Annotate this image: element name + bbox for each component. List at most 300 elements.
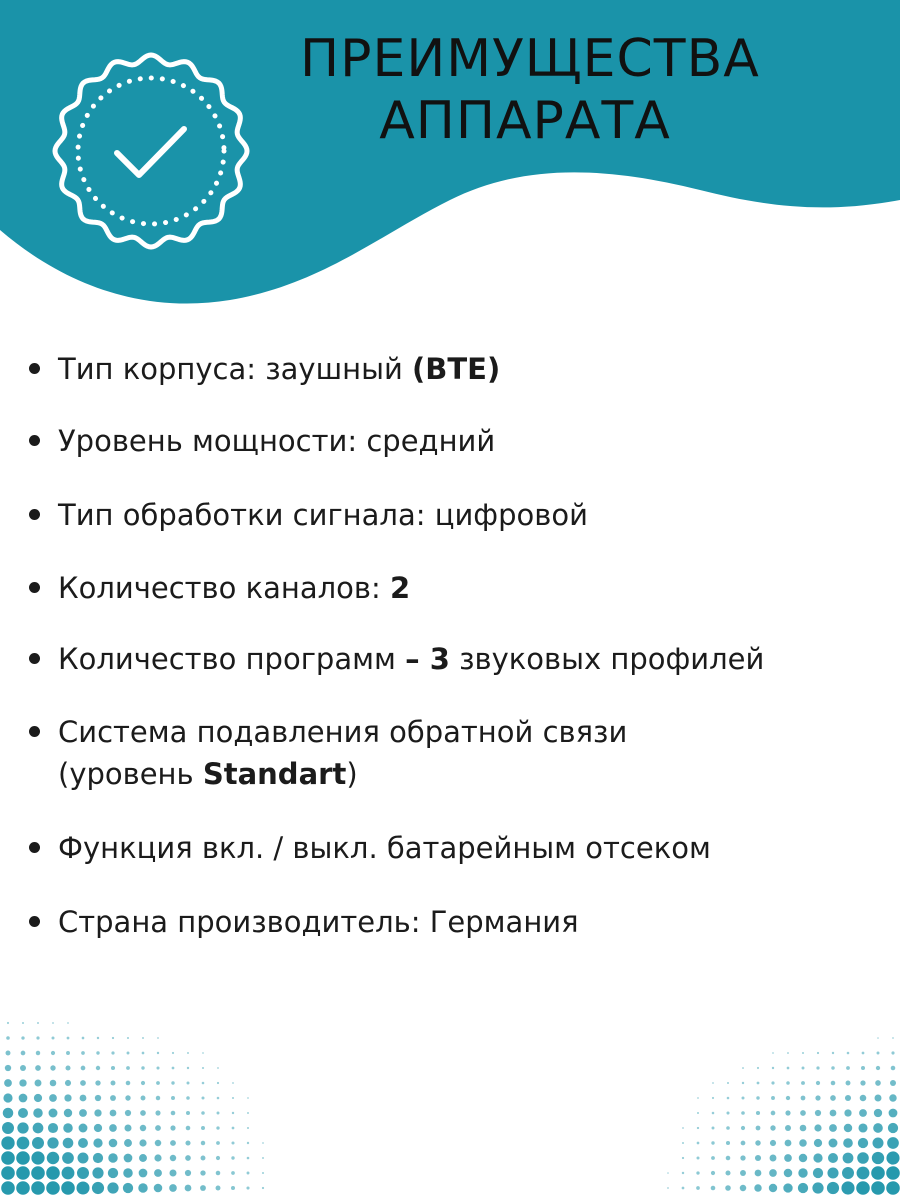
halftone-dot <box>31 1181 45 1195</box>
halftone-dot <box>827 1167 838 1178</box>
halftone-dot <box>891 1066 896 1071</box>
halftone-dot <box>832 1052 834 1054</box>
halftone-dot <box>858 1138 868 1148</box>
halftone-dot <box>185 1155 191 1161</box>
halftone-dot <box>33 1108 42 1117</box>
halftone-dot <box>798 1168 807 1177</box>
halftone-dot <box>126 1081 131 1086</box>
halftone-dot <box>62 1152 74 1164</box>
feature-tail: звуковых профилей <box>449 642 765 676</box>
halftone-dot <box>874 1109 882 1117</box>
feature-text: Система подавления обратной связи <box>58 715 628 749</box>
bullet-icon <box>29 916 40 927</box>
halftone-dot <box>185 1185 192 1192</box>
halftone-dot <box>216 1156 220 1160</box>
halftone-dot <box>742 1067 744 1069</box>
halftone-dot <box>786 1081 790 1085</box>
halftone-dot <box>262 1172 264 1174</box>
halftone-dot <box>107 1182 118 1193</box>
halftone-dot <box>155 1140 162 1147</box>
title-line-2: АППАРАТА <box>379 91 671 151</box>
halftone-dot <box>815 1095 820 1100</box>
bullet-icon <box>29 582 40 593</box>
halftone-dot <box>888 1123 898 1133</box>
halftone-dot <box>111 1051 114 1054</box>
halftone-dot <box>6 1051 11 1056</box>
halftone-dot <box>816 1066 819 1069</box>
halftone-dot <box>861 1066 865 1070</box>
halftone-dot <box>154 1169 162 1177</box>
halftone-dot <box>741 1096 744 1099</box>
halftone-dot <box>1 1136 14 1149</box>
halftone-dot <box>246 1186 249 1189</box>
halftone-dot <box>799 1139 807 1147</box>
halftone-dot <box>80 1080 86 1086</box>
halftone-dot <box>124 1154 133 1163</box>
halftone-dot <box>50 1065 55 1070</box>
halftone-dot <box>262 1187 264 1189</box>
halftone-dot <box>831 1081 836 1086</box>
halftone-dot <box>799 1154 807 1162</box>
halftone-dot <box>682 1172 684 1174</box>
halftone-dot <box>876 1066 880 1070</box>
feature-text: Тип обработки сигнала: цифровой <box>58 498 588 532</box>
halftone-dot <box>232 1127 235 1130</box>
halftone-dot <box>20 1065 26 1071</box>
halftone-dot <box>216 1126 219 1129</box>
halftone-dot <box>816 1081 820 1085</box>
halftone-dot <box>172 1052 174 1054</box>
halftone-dot <box>66 1051 70 1055</box>
halftone-dot <box>216 1186 221 1191</box>
halftone-dot <box>787 1067 790 1070</box>
halftone-dot <box>247 1097 249 1099</box>
halftone-dot <box>812 1182 823 1193</box>
halftone-dot <box>696 1186 700 1190</box>
halftone-dot <box>712 1082 714 1084</box>
halftone-dot <box>740 1155 745 1160</box>
halftone-dot <box>156 1081 160 1085</box>
feature-text: Уровень мощности: средний <box>58 424 496 458</box>
halftone-dot <box>887 1137 899 1149</box>
halftone-dot <box>156 1096 160 1100</box>
halftone-dot <box>769 1169 777 1177</box>
halftone-dot <box>201 1141 205 1145</box>
halftone-dot <box>755 1155 761 1161</box>
halftone-dot <box>829 1124 837 1132</box>
halftone-dot <box>682 1127 684 1129</box>
feature-text: Количество программ <box>58 642 406 676</box>
halftone-dot <box>18 1108 28 1118</box>
halftone-dot <box>756 1096 759 1099</box>
halftone-dot <box>741 1141 746 1146</box>
halftone-dot <box>67 1037 70 1040</box>
halftone-dot <box>827 1182 839 1194</box>
halftone-dot <box>846 1066 850 1070</box>
halftone-dot <box>97 1037 99 1039</box>
halftone-dot <box>169 1184 177 1192</box>
halftone-dot <box>61 1181 75 1195</box>
halftone-dot <box>92 1182 104 1194</box>
halftone-dot <box>858 1123 867 1132</box>
halftone-dot <box>846 1081 851 1086</box>
halftone-dot <box>21 1036 24 1039</box>
halftone-dot <box>886 1181 900 1195</box>
halftone-dot <box>5 1065 11 1071</box>
halftone-dot <box>889 1109 898 1118</box>
halftone-dot <box>139 1169 148 1178</box>
halftone-dot <box>49 1094 57 1102</box>
halftone-dot <box>187 1067 189 1069</box>
halftone-dot <box>112 1037 114 1039</box>
halftone-dot <box>841 1181 854 1194</box>
halftone-dot <box>125 1095 130 1100</box>
halftone-dot <box>201 1156 206 1161</box>
halftone-dot <box>202 1067 204 1069</box>
halftone-dot <box>802 1052 804 1054</box>
halftone-dot <box>859 1109 867 1117</box>
halftone-dot <box>801 1081 805 1085</box>
halftone-dot <box>201 1126 205 1130</box>
halftone-dot <box>798 1183 808 1193</box>
halftone-dot <box>17 1122 28 1133</box>
halftone-dot <box>65 1065 70 1070</box>
halftone-dot <box>109 1124 117 1132</box>
halftone-dot <box>123 1168 133 1178</box>
halftone-dot <box>32 1137 44 1149</box>
halftone-dot <box>169 1169 176 1176</box>
halftone-dot <box>769 1184 777 1192</box>
halftone-dot <box>771 1096 775 1100</box>
halftone-dot <box>785 1110 790 1115</box>
halftone-dot <box>889 1094 896 1101</box>
halftone-dot <box>800 1110 806 1116</box>
halftone-dot <box>93 1138 102 1147</box>
halftone-dot <box>6 1036 10 1040</box>
halftone-dot <box>847 1052 850 1055</box>
halftone-dot <box>860 1080 865 1085</box>
bullet-icon <box>29 653 40 664</box>
halftone-dot <box>155 1125 161 1131</box>
halftone-dot <box>856 1181 870 1195</box>
halftone-dot <box>7 1022 9 1024</box>
halftone-dot <box>202 1082 205 1085</box>
halftone-dot <box>231 1171 235 1175</box>
halftone-dot <box>62 1167 75 1180</box>
halftone-dot <box>154 1184 163 1193</box>
halftone-dot <box>31 1166 45 1180</box>
halftone-dot <box>216 1171 221 1176</box>
halftone-dot <box>47 1152 59 1164</box>
halftone-dot <box>711 1141 714 1144</box>
halftone-dot <box>726 1156 731 1161</box>
halftone-dot <box>742 1082 744 1084</box>
halftone-dot <box>156 1066 159 1069</box>
halftone-dot <box>79 1109 87 1117</box>
halftone-dot <box>52 1037 55 1040</box>
halftone-dot <box>186 1111 190 1115</box>
halftone-dot <box>873 1138 884 1149</box>
halftone-dot <box>890 1080 896 1086</box>
halftone-dot <box>844 1109 851 1116</box>
halftone-dot <box>857 1152 869 1164</box>
halftone-dot <box>142 1052 145 1055</box>
halftone-dot <box>81 1066 86 1071</box>
halftone-dot <box>711 1156 715 1160</box>
halftone-dot <box>217 1112 220 1115</box>
feature-bold: – 3 <box>405 642 450 676</box>
halftone-dot <box>186 1126 191 1131</box>
halftone-dot <box>154 1154 161 1161</box>
feature-tail: ) <box>346 757 358 791</box>
halftone-dot <box>871 1181 885 1195</box>
halftone-dot <box>185 1170 191 1176</box>
halftone-dot <box>155 1110 160 1115</box>
halftone-dots-decoration <box>0 1000 900 1200</box>
halftone-dot <box>2 1122 14 1134</box>
halftone-dot <box>1 1151 15 1165</box>
halftone-dot <box>784 1169 793 1178</box>
halftone-dot <box>860 1095 867 1102</box>
halftone-dot <box>877 1052 880 1055</box>
halftone-dot <box>78 1153 89 1164</box>
halftone-dot <box>697 1127 699 1129</box>
halftone-dot <box>831 1066 834 1069</box>
halftone-dot <box>757 1067 759 1069</box>
halftone-dot <box>815 1110 821 1116</box>
halftone-dot <box>862 1052 865 1055</box>
halftone-dot <box>36 1051 40 1055</box>
halftone-dot <box>52 1022 54 1024</box>
halftone-dot <box>1 1181 15 1195</box>
halftone-dot <box>51 1051 55 1055</box>
halftone-dot <box>232 1097 234 1099</box>
halftone-dot <box>725 1185 731 1191</box>
bullet-icon <box>29 842 40 853</box>
halftone-dot <box>813 1168 823 1178</box>
halftone-dot <box>216 1141 220 1145</box>
halftone-dot <box>34 1094 42 1102</box>
halftone-dot <box>94 1109 101 1116</box>
halftone-dot <box>157 1052 159 1054</box>
halftone-dot <box>232 1082 234 1084</box>
halftone-dot <box>109 1139 118 1148</box>
halftone-dot <box>726 1111 729 1114</box>
halftone-dot <box>187 1052 189 1054</box>
halftone-dot <box>247 1127 249 1129</box>
halftone-dot <box>48 1123 58 1133</box>
halftone-dot <box>755 1170 762 1177</box>
halftone-dot <box>31 1151 44 1164</box>
halftone-dot <box>262 1142 264 1144</box>
halftone-dot <box>187 1082 190 1085</box>
halftone-dot <box>49 1109 58 1118</box>
halftone-dot <box>19 1094 28 1103</box>
halftone-dot <box>697 1142 700 1145</box>
halftone-dot <box>96 1051 99 1054</box>
halftone-dot <box>726 1141 730 1145</box>
halftone-dot <box>201 1096 204 1099</box>
halftone-dot <box>756 1126 761 1131</box>
halftone-dot <box>712 1127 715 1130</box>
halftone-dot <box>127 1052 130 1055</box>
halftone-dot <box>94 1124 102 1132</box>
halftone-dot <box>3 1093 12 1102</box>
halftone-dot <box>80 1095 87 1102</box>
halftone-dot <box>67 1022 69 1024</box>
halftone-dot <box>771 1111 776 1116</box>
halftone-dot <box>200 1185 206 1191</box>
halftone-dot <box>124 1124 131 1131</box>
halftone-dot <box>141 1066 144 1069</box>
halftone-dot <box>79 1124 88 1133</box>
halftone-dot <box>172 1067 175 1070</box>
halftone-dot <box>697 1097 699 1099</box>
halftone-dot <box>711 1171 715 1175</box>
halftone-dot <box>81 1051 85 1055</box>
halftone-dot <box>871 1166 885 1180</box>
halftone-dot <box>712 1097 714 1099</box>
halftone-dot <box>757 1082 760 1085</box>
halftone-dot <box>771 1081 774 1084</box>
halftone-dot <box>108 1168 118 1178</box>
halftone-dot <box>231 1186 235 1190</box>
feature-bold: (BTE) <box>412 352 501 386</box>
halftone-dot <box>200 1170 205 1175</box>
halftone-dot <box>875 1095 882 1102</box>
halftone-dot <box>770 1125 775 1130</box>
halftone-dot <box>93 1153 103 1163</box>
halftone-dot <box>47 1137 58 1148</box>
halftone-dot <box>872 1152 884 1164</box>
halftone-dot <box>857 1167 870 1180</box>
halftone-dot <box>96 1066 100 1070</box>
halftone-dot <box>95 1095 101 1101</box>
halftone-dot <box>682 1157 684 1159</box>
halftone-dot <box>125 1110 131 1116</box>
halftone-dot <box>785 1140 792 1147</box>
halftone-dot <box>682 1142 684 1144</box>
halftone-dot <box>171 1081 174 1084</box>
halftone-dot <box>842 1167 854 1179</box>
feature-bold: 2 <box>389 571 411 605</box>
halftone-dot <box>696 1156 699 1159</box>
halftone-dot <box>36 1036 39 1039</box>
halftone-dot <box>21 1051 26 1056</box>
halftone-dot <box>95 1080 100 1085</box>
halftone-dot <box>157 1037 159 1039</box>
halftone-dot <box>16 1181 30 1195</box>
halftone-dot <box>171 1096 175 1100</box>
halftone-dot <box>891 1051 894 1054</box>
halftone-dot <box>802 1067 805 1070</box>
halftone-dot <box>76 1181 89 1194</box>
halftone-dot <box>170 1140 176 1146</box>
halftone-dot <box>232 1112 234 1114</box>
halftone-dot <box>186 1096 190 1100</box>
halftone-dot <box>63 1138 74 1149</box>
halftone-dot <box>682 1187 685 1190</box>
halftone-dot <box>785 1125 791 1131</box>
halftone-dot <box>170 1155 176 1161</box>
halftone-dot <box>892 1037 894 1039</box>
halftone-dot <box>170 1125 175 1130</box>
halftone-dot <box>140 1110 146 1116</box>
halftone-dot <box>123 1183 133 1193</box>
halftone-dot <box>231 1141 234 1144</box>
halftone-dot <box>247 1172 250 1175</box>
halftone-dot <box>843 1138 853 1148</box>
halftone-dot <box>35 1080 42 1087</box>
halftone-dot <box>141 1096 146 1101</box>
halftone-dot <box>22 1022 24 1024</box>
halftone-dot <box>139 1139 146 1146</box>
bullet-icon <box>29 509 40 520</box>
halftone-dot <box>814 1124 821 1131</box>
halftone-dot <box>64 1094 71 1101</box>
halftone-dot <box>111 1066 115 1070</box>
halftone-dot <box>754 1184 761 1191</box>
halftone-dot <box>740 1170 746 1176</box>
halftone-dot <box>772 1052 774 1054</box>
feature-text-line-2: (уровень <box>58 757 203 791</box>
halftone-dot <box>185 1140 190 1145</box>
halftone-dot <box>844 1124 852 1132</box>
halftone-dot <box>712 1112 715 1115</box>
halftone-dot <box>63 1123 73 1133</box>
halftone-dot <box>696 1171 699 1174</box>
halftone-dot <box>77 1167 89 1179</box>
halftone-dot <box>783 1183 792 1192</box>
halftone-dot <box>877 1037 879 1039</box>
halftone-dot <box>741 1111 745 1115</box>
halftone-dot <box>231 1156 234 1159</box>
halftone-dot <box>142 1037 144 1039</box>
halftone-dot <box>64 1109 72 1117</box>
halftone-dot <box>139 1154 147 1162</box>
halftone-dot <box>17 1137 30 1150</box>
halftone-dot <box>16 1151 30 1165</box>
halftone-dot <box>50 1080 57 1087</box>
halftone-dot <box>247 1157 250 1160</box>
bullet-icon <box>29 363 40 374</box>
halftone-dot <box>813 1153 822 1162</box>
halftone-dot <box>202 1052 204 1054</box>
feature-text: Тип корпуса: заушный <box>58 352 413 386</box>
halftone-dot <box>697 1112 699 1114</box>
feature-text: Количество каналов: <box>58 571 390 605</box>
halftone-dot <box>1 1166 15 1180</box>
halftone-dot <box>800 1125 807 1132</box>
halftone-dot <box>217 1067 219 1069</box>
halftone-dot <box>111 1081 116 1086</box>
halftone-dot <box>108 1153 117 1162</box>
halftone-dot <box>46 1166 60 1180</box>
halftone-dot <box>201 1111 205 1115</box>
halftone-dot <box>755 1140 760 1145</box>
halftone-dot <box>886 1151 899 1164</box>
feature-text: Страна производитель: Германия <box>58 905 579 939</box>
halftone-dot <box>772 1067 774 1069</box>
halftone-dot <box>830 1110 837 1117</box>
halftone-dot <box>727 1082 729 1084</box>
halftone-dot <box>726 1126 730 1130</box>
title-line-1: ПРЕИМУЩЕСТВА <box>300 29 760 89</box>
halftone-dot <box>82 1037 85 1040</box>
halftone-dot <box>19 1079 26 1086</box>
halftone-dot <box>830 1095 836 1101</box>
halftone-dot <box>37 1022 39 1024</box>
